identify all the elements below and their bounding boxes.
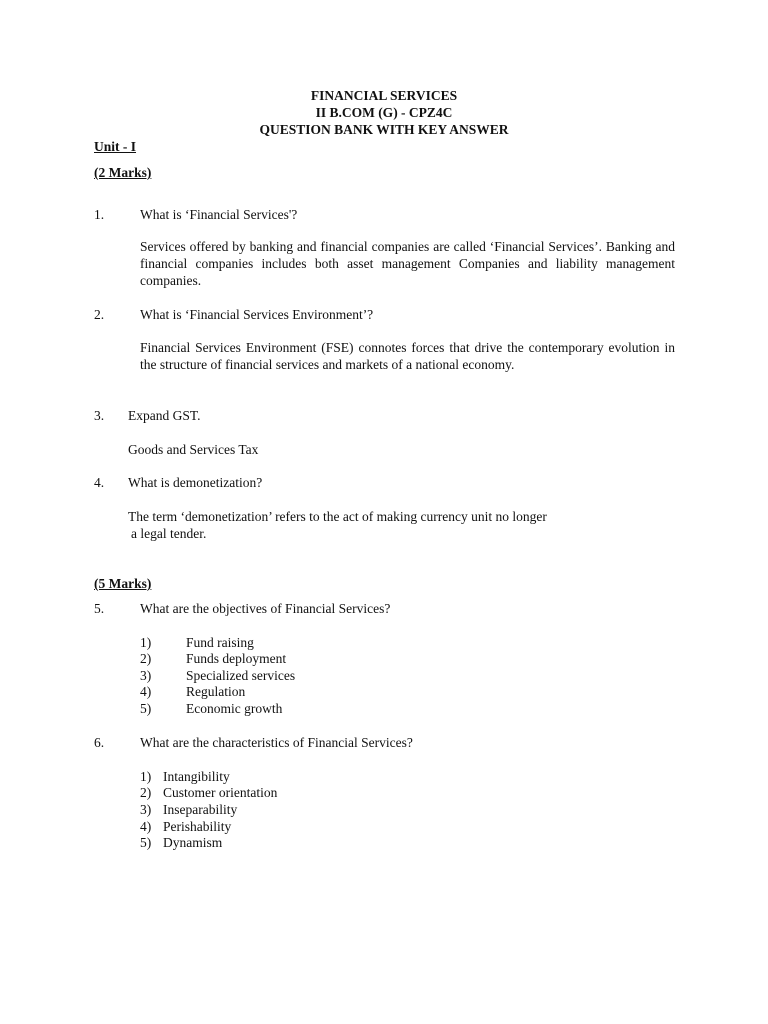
list-item-number: 1) xyxy=(140,769,152,784)
list-item: Dynamism xyxy=(163,835,223,850)
question-number: 1. xyxy=(94,207,105,222)
unit-heading: Unit - I xyxy=(94,139,137,154)
question-number: 4. xyxy=(94,475,105,490)
question-text: What are the characteristics of Financial Services? xyxy=(140,735,413,750)
list-item: Specialized services xyxy=(186,668,296,683)
list-item-number: 3) xyxy=(140,802,152,817)
list-item-number: 1) xyxy=(140,635,152,650)
question-number: 5. xyxy=(94,601,105,616)
list-item: Customer orientation xyxy=(163,785,278,800)
question-text: Expand GST. xyxy=(128,408,201,423)
list-item-number: 3) xyxy=(140,668,152,683)
list-item-number: 2) xyxy=(140,785,152,800)
list-item: Funds deployment xyxy=(186,651,287,666)
question-text: What is ‘Financial Services'? xyxy=(140,207,298,222)
list-item: Perishability xyxy=(163,819,232,834)
list-item: Inseparability xyxy=(163,802,238,817)
question-number: 3. xyxy=(94,408,105,423)
list-item: Intangibility xyxy=(163,769,230,784)
list-item-number: 2) xyxy=(140,651,152,666)
list-item-number: 4) xyxy=(140,819,152,834)
list-item: Fund raising xyxy=(186,635,254,650)
question-number: 6. xyxy=(94,735,105,750)
list-item-number: 4) xyxy=(140,684,152,699)
list-item-number: 5) xyxy=(140,701,152,716)
list-item-number: 5) xyxy=(140,835,152,850)
answer-text: a legal tender. xyxy=(131,526,207,541)
document-subtitle: QUESTION BANK WITH KEY ANSWER xyxy=(259,122,509,137)
list-item: Economic growth xyxy=(186,701,283,716)
list-item: Regulation xyxy=(186,684,246,699)
document-title: FINANCIAL SERVICES xyxy=(310,88,458,103)
answer-text: Services offered by banking and financial companies are called ‘Financial Services’. Banking and financial companies includes both asset management Companies and liability management companies. xyxy=(140,239,675,288)
question-number: 2. xyxy=(94,307,105,322)
section-2-marks-heading: (2 Marks) xyxy=(94,165,152,180)
question-text: What is demonetization? xyxy=(128,475,263,490)
section-5-marks-heading: (5 Marks) xyxy=(94,576,152,591)
answer-text: Financial Services Environment (FSE) connotes forces that drive the contemporary evolution in the structure of financial services and markets of a national economy. xyxy=(140,340,675,372)
answer-text: The term ‘demonetization’ refers to the act of making currency unit no longer xyxy=(128,509,547,524)
answer-text: Goods and Services Tax xyxy=(128,442,259,457)
question-text: What is ‘Financial Services Environment’? xyxy=(140,307,374,322)
course-code: II B.COM (G) - CPZ4C xyxy=(315,105,453,120)
question-text: What are the objectives of Financial Services? xyxy=(140,601,391,616)
